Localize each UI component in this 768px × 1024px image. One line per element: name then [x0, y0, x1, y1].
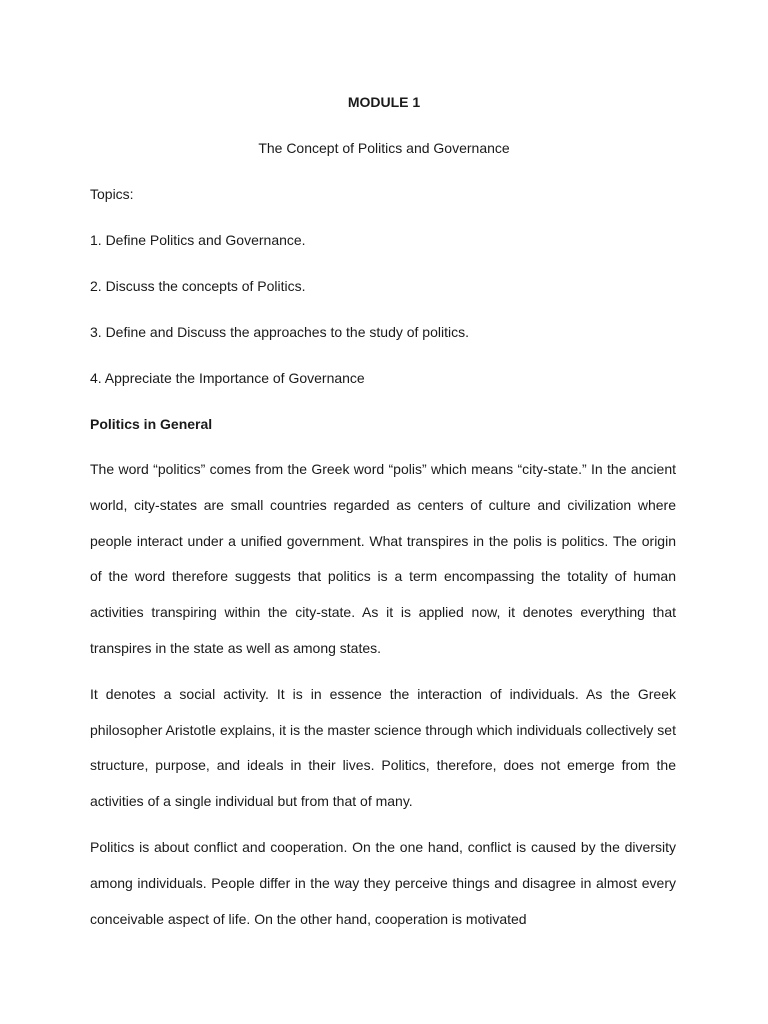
paragraph: Politics is about conflict and cooperation. On the one hand, conflict is caused by the diversity among individuals. People differ in the way they perceive things and disagree in almost every conceivable aspect of life. On the other hand, cooperation is motivated — [90, 838, 676, 927]
document-subtitle: The Concept of Politics and Governance — [258, 140, 510, 156]
topic-item: 4. Appreciate the Importance of Governance — [90, 370, 365, 386]
body-text — [90, 452, 676, 947]
paragraph: It denotes a social activity. It is in essence the interaction of individuals. As the Greek philosopher Aristotle explains, it is the master science through which individuals collectively set structure, purpose, and ideals in their lives. Politics, therefore, does not emerge from the activities of a single individual but from that of many. — [90, 685, 676, 810]
topic-item: 2. Discuss the concepts of Politics. — [90, 278, 306, 294]
topic-item: 1. Define Politics and Governance. — [90, 232, 306, 248]
topic-item: 3. Define and Discuss the approaches to the study of politics. — [90, 324, 469, 340]
module-title: MODULE 1 — [347, 94, 421, 110]
section-heading: Politics in General — [90, 416, 213, 432]
topics-list — [90, 184, 680, 414]
paragraph: The word “politics” comes from the Greek word “polis” which means “city-state.” In the ancient world, city-states are small countries regarded as centers of culture and civilization where people interact under a unified government. What transpires in the polis is politics. The origin of the word therefore suggests that politics is a term encompassing the totality of human activities transpiring within the city-state. As it is applied now, it denotes everything that transpires in the state as well as among states. — [90, 461, 676, 656]
topics-label: Topics: — [90, 186, 134, 202]
